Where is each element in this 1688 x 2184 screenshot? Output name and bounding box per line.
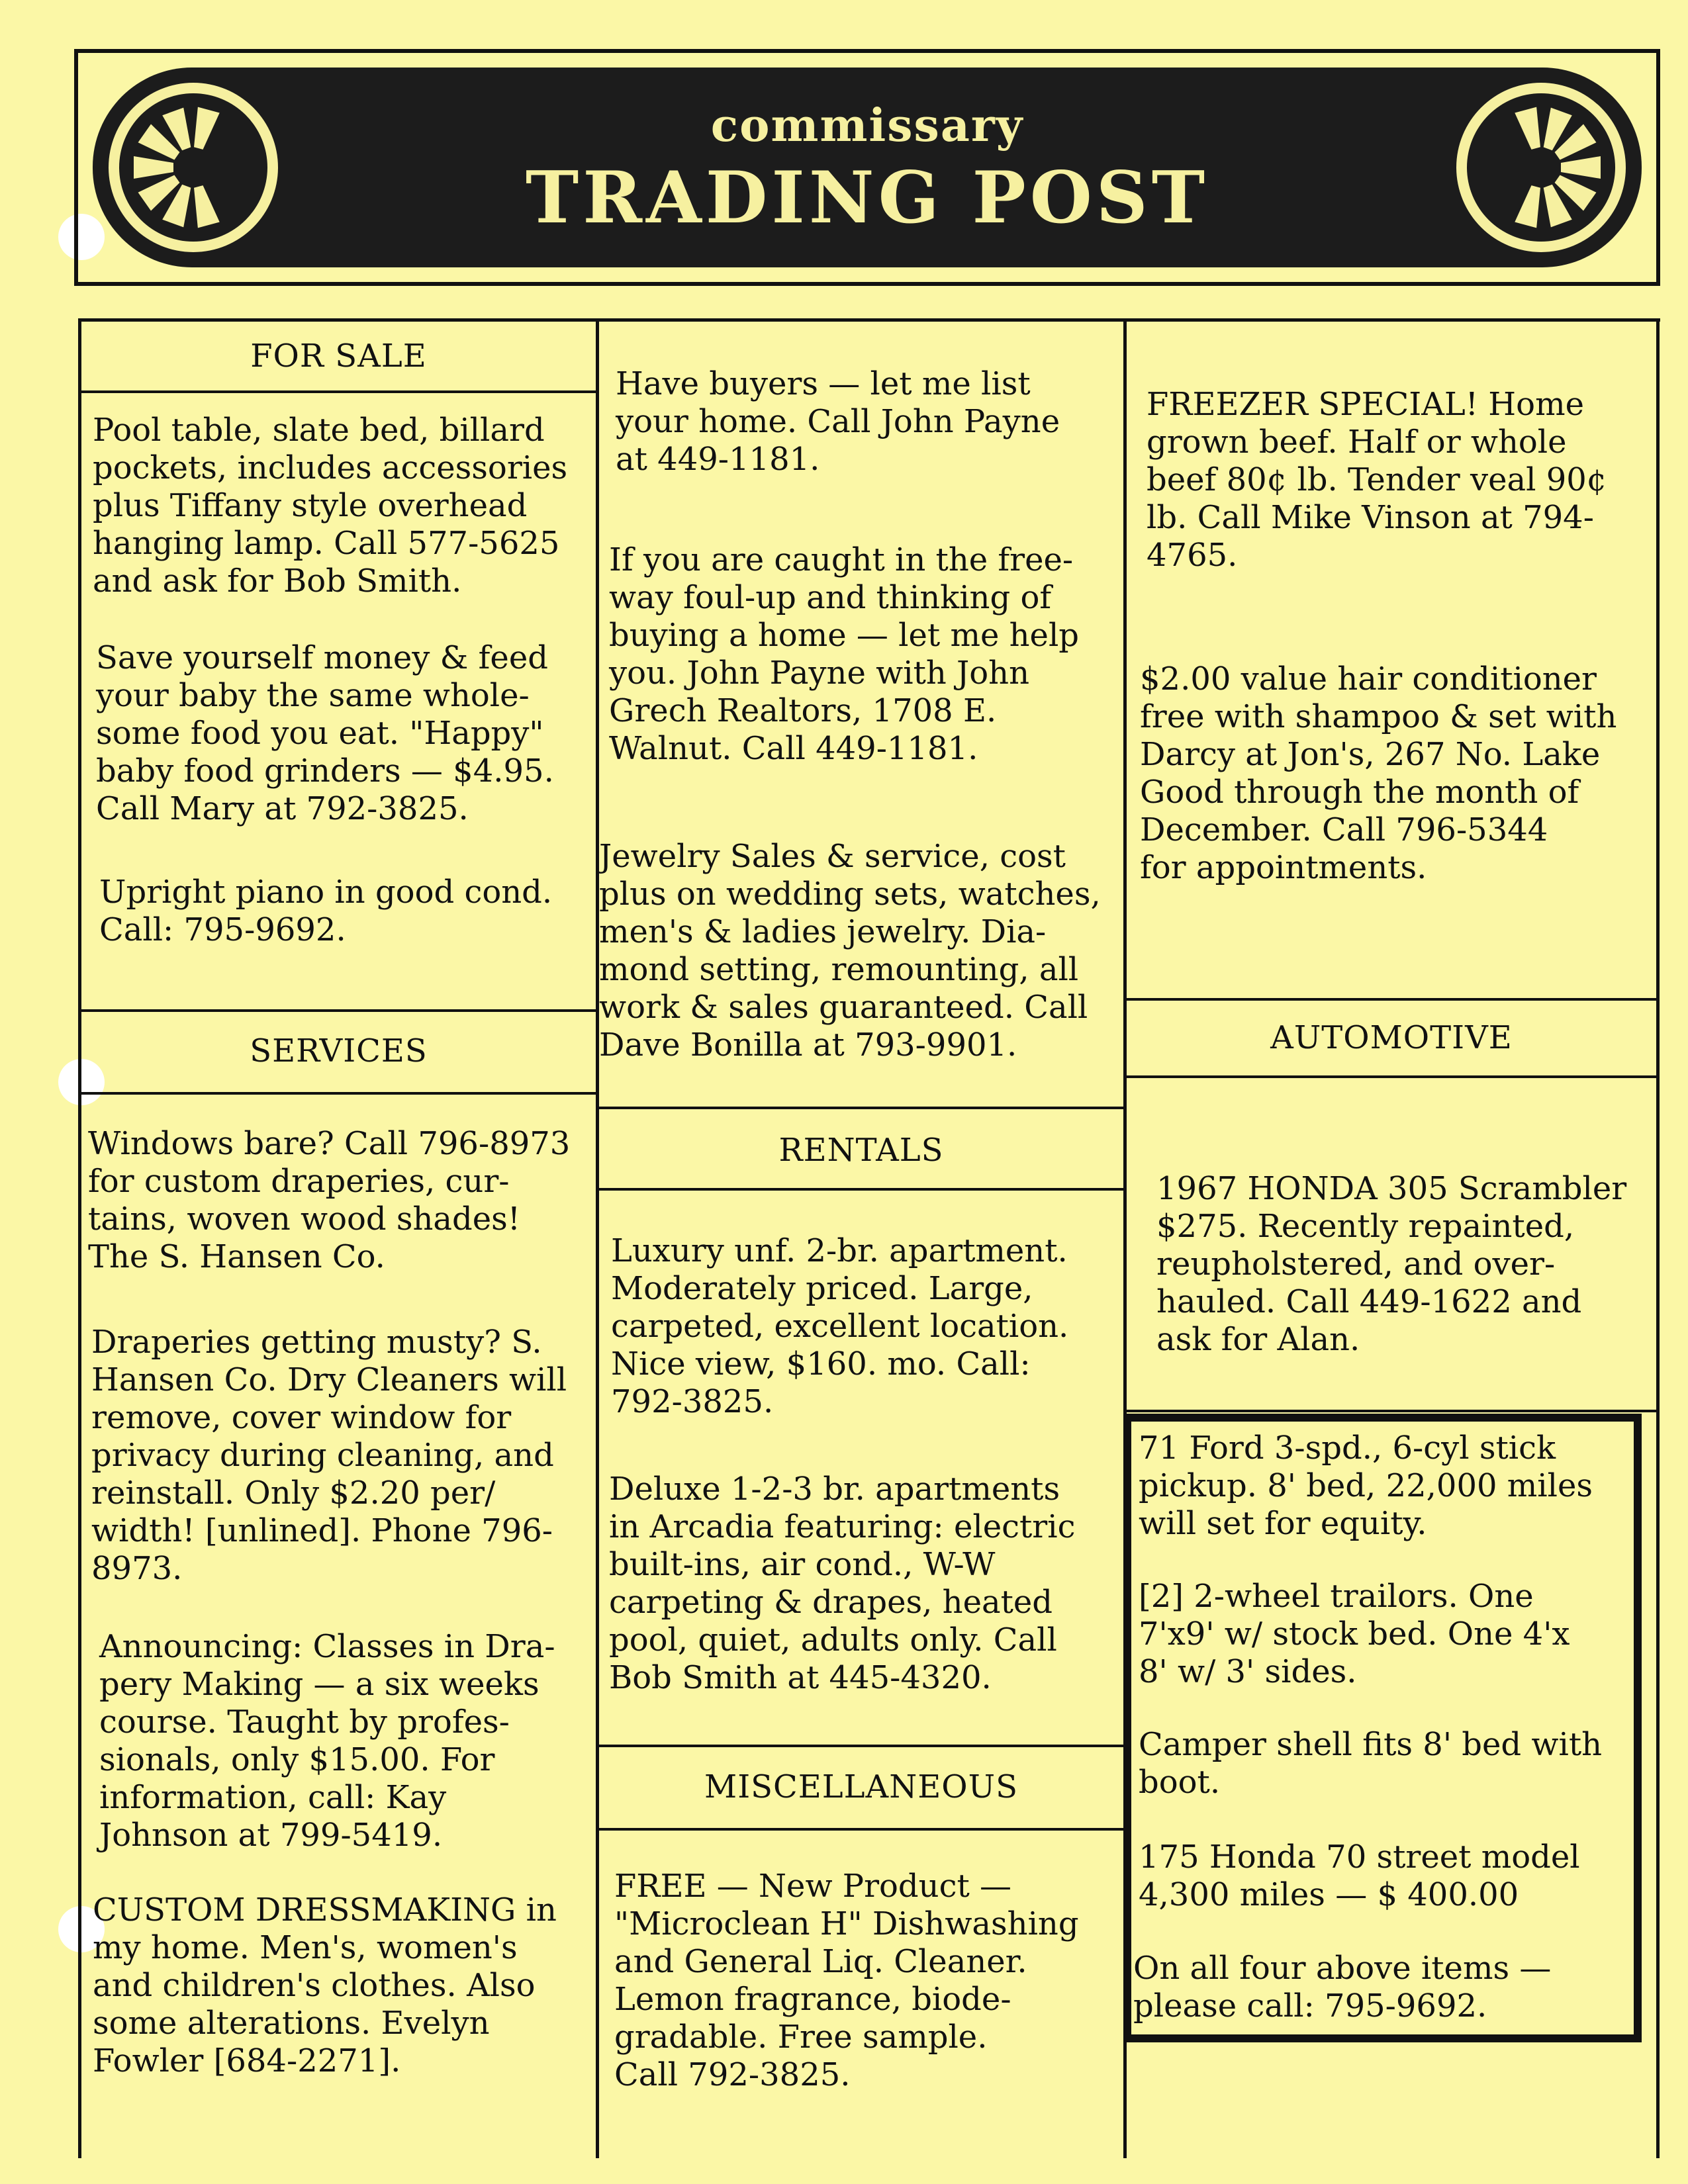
ad-line: work & sales guaranteed. Call xyxy=(599,989,1088,1026)
ad-line: your baby the same whole- xyxy=(96,677,530,714)
ad-line: for appointments. xyxy=(1140,849,1427,886)
ad-line: Upright piano in good cond. xyxy=(99,874,553,911)
ad-line: FREEZER SPECIAL! Home xyxy=(1147,386,1584,423)
ad-line: information, call: Kay xyxy=(99,1779,447,1816)
ad-line: men's & ladies jewelry. Dia- xyxy=(599,913,1047,950)
ad-line: Hansen Co. Dry Cleaners will xyxy=(91,1361,567,1398)
ad-line: Pool table, slate bed, billard xyxy=(93,412,545,449)
ad-line: course. Taught by profes- xyxy=(99,1704,510,1741)
heading-services: SERVICES xyxy=(250,1032,428,1069)
rule-misc-over xyxy=(596,1745,1125,1747)
ad-line: If you are caught in the free- xyxy=(609,541,1074,578)
ad-line: my home. Men's, women's xyxy=(93,1929,518,1966)
ad-line: at 449-1181. xyxy=(616,441,820,478)
ad-line: boot. xyxy=(1139,1764,1221,1801)
ad-line: Jewelry Sales & service, cost xyxy=(599,838,1066,875)
rule-col-right xyxy=(1656,318,1660,2158)
ad-line: On all four above items — xyxy=(1133,1950,1552,1987)
ad-line: Good through the month of xyxy=(1140,774,1579,811)
ad-freezer xyxy=(1147,386,1607,574)
ad-line: Dave Bonilla at 793-9901. xyxy=(599,1026,1017,1064)
ad-line: remove, cover window for xyxy=(91,1399,512,1436)
ad-classes xyxy=(99,1628,555,1854)
ad-line: pickup. 8' bed, 22,000 miles xyxy=(1139,1467,1593,1504)
ad-list-home xyxy=(616,365,1060,478)
ad-line: 8' w/ 3' sides. xyxy=(1139,1653,1357,1690)
ad-line: Windows bare? Call 796-8973 xyxy=(88,1125,571,1162)
ad-line: pool, quiet, adults only. Call xyxy=(609,1621,1057,1659)
ad-line: $275. Recently repainted, xyxy=(1156,1208,1575,1245)
ad-dressmaking xyxy=(93,1891,557,2080)
ad-line: 175 Honda 70 street model xyxy=(1139,1839,1580,1876)
ad-line: Call: 795-9692. xyxy=(99,911,346,948)
ad-line: Darcy at Jon's, 267 No. Lake xyxy=(1140,736,1601,773)
rule-auto-bottom xyxy=(1123,1410,1660,1412)
ad-line: carpeted, excellent location. xyxy=(611,1308,1069,1345)
ad-line: $2.00 value hair conditioner xyxy=(1140,660,1597,698)
ad-windows xyxy=(88,1125,570,1276)
rule-for-sale-under xyxy=(78,390,599,393)
ad-line: 792-3825. xyxy=(611,1383,774,1420)
ad-honda-scrambler xyxy=(1156,1170,1626,1359)
rule-misc-under xyxy=(596,1828,1125,1831)
rule-top xyxy=(78,318,1660,322)
ad-line: hanging lamp. Call 577-5625 xyxy=(93,525,560,562)
ad-line: gradable. Free sample. xyxy=(614,2019,988,2056)
masthead xyxy=(74,49,1660,286)
ad-line: hauled. Call 449-1622 and xyxy=(1156,1283,1582,1320)
ad-line: Nice view, $160. mo. Call: xyxy=(611,1345,1031,1383)
ad-line: built-ins, air cond., W-W xyxy=(609,1546,996,1583)
ad-line: Lemon fragrance, biode- xyxy=(614,1981,1011,2018)
ad-line: The S. Hansen Co. xyxy=(88,1238,385,1275)
rule-col-left xyxy=(78,318,81,2158)
ad-line: Save yourself money & feed xyxy=(96,639,548,676)
ad-line: you. John Payne with John xyxy=(609,655,1029,692)
ad-line: Announcing: Classes in Dra- xyxy=(99,1628,555,1665)
ad-honda-70 xyxy=(1139,1839,1580,1914)
ad-line: CUSTOM DRESSMAKING in xyxy=(93,1891,557,1929)
ad-line: Bob Smith at 445-4320. xyxy=(609,1659,992,1696)
ad-line: Luxury unf. 2-br. apartment. xyxy=(611,1232,1068,1269)
ad-line: carpeting & drapes, heated xyxy=(609,1584,1053,1621)
ad-line: Have buyers — let me list xyxy=(616,365,1031,402)
rule-rentals-under xyxy=(596,1188,1125,1191)
ad-line: Call 792-3825. xyxy=(614,2056,851,2093)
ad-line: please call: 795-9692. xyxy=(1133,1987,1487,2025)
ad-line: and ask for Bob Smith. xyxy=(93,563,462,600)
masthead-text xyxy=(93,68,1642,267)
ad-line: "Microclean H" Dishwashing xyxy=(614,1905,1079,1942)
ad-ford-pickup xyxy=(1139,1430,1593,1543)
ad-line: free with shampoo & set with xyxy=(1140,698,1617,735)
rule-auto-under xyxy=(1123,1075,1660,1078)
ad-musty xyxy=(91,1324,567,1588)
ad-freeway xyxy=(609,541,1079,768)
rule-services-over xyxy=(78,1009,599,1012)
ad-line: Moderately priced. Large, xyxy=(611,1270,1033,1307)
ad-line: beef 80¢ lb. Tender veal 90¢ xyxy=(1147,461,1607,498)
masthead-band xyxy=(93,68,1642,267)
masthead-subtitle: commissary xyxy=(710,99,1024,152)
ad-line: pockets, includes accessories xyxy=(93,449,568,486)
heading-for-sale: FOR SALE xyxy=(250,338,427,375)
ad-line: lb. Call Mike Vinson at 794- xyxy=(1147,499,1594,536)
ad-line: reinstall. Only $2.20 per/ xyxy=(91,1475,496,1512)
ad-line: for custom draperies, cur- xyxy=(88,1163,510,1200)
heading-miscellaneous: MISCELLANEOUS xyxy=(704,1768,1018,1805)
ad-line: sionals, only $15.00. For xyxy=(99,1741,495,1778)
heading-rentals: RENTALS xyxy=(778,1132,944,1169)
ad-line: ask for Alan. xyxy=(1156,1321,1360,1358)
ad-hair xyxy=(1140,660,1617,887)
ad-line: grown beef. Half or whole xyxy=(1147,424,1567,461)
rule-rentals-over xyxy=(596,1107,1125,1109)
ad-line: plus on wedding sets, watches, xyxy=(599,876,1101,913)
heading-automotive: AUTOMOTIVE xyxy=(1270,1019,1513,1056)
ad-line: pery Making — a six weeks xyxy=(99,1666,539,1703)
ad-jewelry xyxy=(599,838,1101,1064)
ad-line: and children's clothes. Also xyxy=(93,1967,536,2004)
ad-line: 71 Ford 3-spd., 6-cyl stick xyxy=(1139,1430,1556,1467)
ad-line: Deluxe 1-2-3 br. apartments xyxy=(609,1471,1060,1508)
ad-line: some alterations. Evelyn xyxy=(93,2005,490,2042)
ad-line: 8973. xyxy=(91,1550,183,1587)
ad-line: baby food grinders — $4.95. xyxy=(96,752,554,790)
ad-line: 4,300 miles — $ 400.00 xyxy=(1139,1876,1519,1913)
ad-all-four xyxy=(1133,1950,1551,2025)
masthead-title: TRADING POST xyxy=(525,156,1209,240)
ad-line: your home. Call John Payne xyxy=(616,403,1060,440)
ad-line: will set for equity. xyxy=(1139,1505,1427,1542)
ad-line: some food you eat. "Happy" xyxy=(96,715,544,752)
rule-auto-over xyxy=(1123,998,1660,1001)
ad-line: way foul-up and thinking of xyxy=(609,579,1052,616)
ad-line: Grech Realtors, 1708 E. xyxy=(609,692,997,729)
ad-line: December. Call 796-5344 xyxy=(1140,811,1548,848)
ad-trailors xyxy=(1139,1578,1570,1691)
ad-piano xyxy=(99,874,552,949)
ad-line: Draperies getting musty? S. xyxy=(91,1324,542,1361)
ad-line: plus Tiffany style overhead xyxy=(93,487,528,524)
rule-services-under xyxy=(78,1092,599,1095)
ad-line: reupholstered, and over- xyxy=(1156,1246,1556,1283)
ad-line: 7'x9' w/ stock bed. One 4'x xyxy=(1139,1615,1570,1653)
ad-deluxe xyxy=(609,1471,1075,1697)
ad-line: FREE — New Product — xyxy=(614,1868,1011,1905)
ad-line: 4765. xyxy=(1147,537,1238,574)
ad-line: Camper shell fits 8' bed with xyxy=(1139,1726,1603,1763)
ad-line: in Arcadia featuring: electric xyxy=(609,1508,1076,1545)
rule-col-1 xyxy=(596,318,599,2158)
ad-line: mond setting, remounting, all xyxy=(599,951,1079,988)
ad-line: buying a home — let me help xyxy=(609,617,1080,654)
ad-line: [2] 2-wheel trailors. One xyxy=(1139,1578,1534,1615)
ad-luxury xyxy=(611,1232,1068,1421)
ad-line: Call Mary at 792-3825. xyxy=(96,790,469,827)
ad-line: width! [unlined]. Phone 796- xyxy=(91,1512,553,1549)
ad-line: Johnson at 799-5419. xyxy=(99,1817,443,1854)
ad-pool-table xyxy=(93,412,567,600)
ad-line: tains, woven wood shades! xyxy=(88,1201,521,1238)
ad-line: 1967 HONDA 305 Scrambler xyxy=(1156,1170,1627,1207)
ad-line: Walnut. Call 449-1181. xyxy=(609,730,978,767)
ad-line: and General Liq. Cleaner. xyxy=(614,1943,1027,1980)
ad-line: Fowler [684-2271]. xyxy=(93,2042,401,2079)
ad-free xyxy=(614,1868,1079,2094)
ad-baby-food xyxy=(96,639,554,828)
ad-camper-shell xyxy=(1139,1726,1602,1801)
ad-line: privacy during cleaning, and xyxy=(91,1437,554,1474)
